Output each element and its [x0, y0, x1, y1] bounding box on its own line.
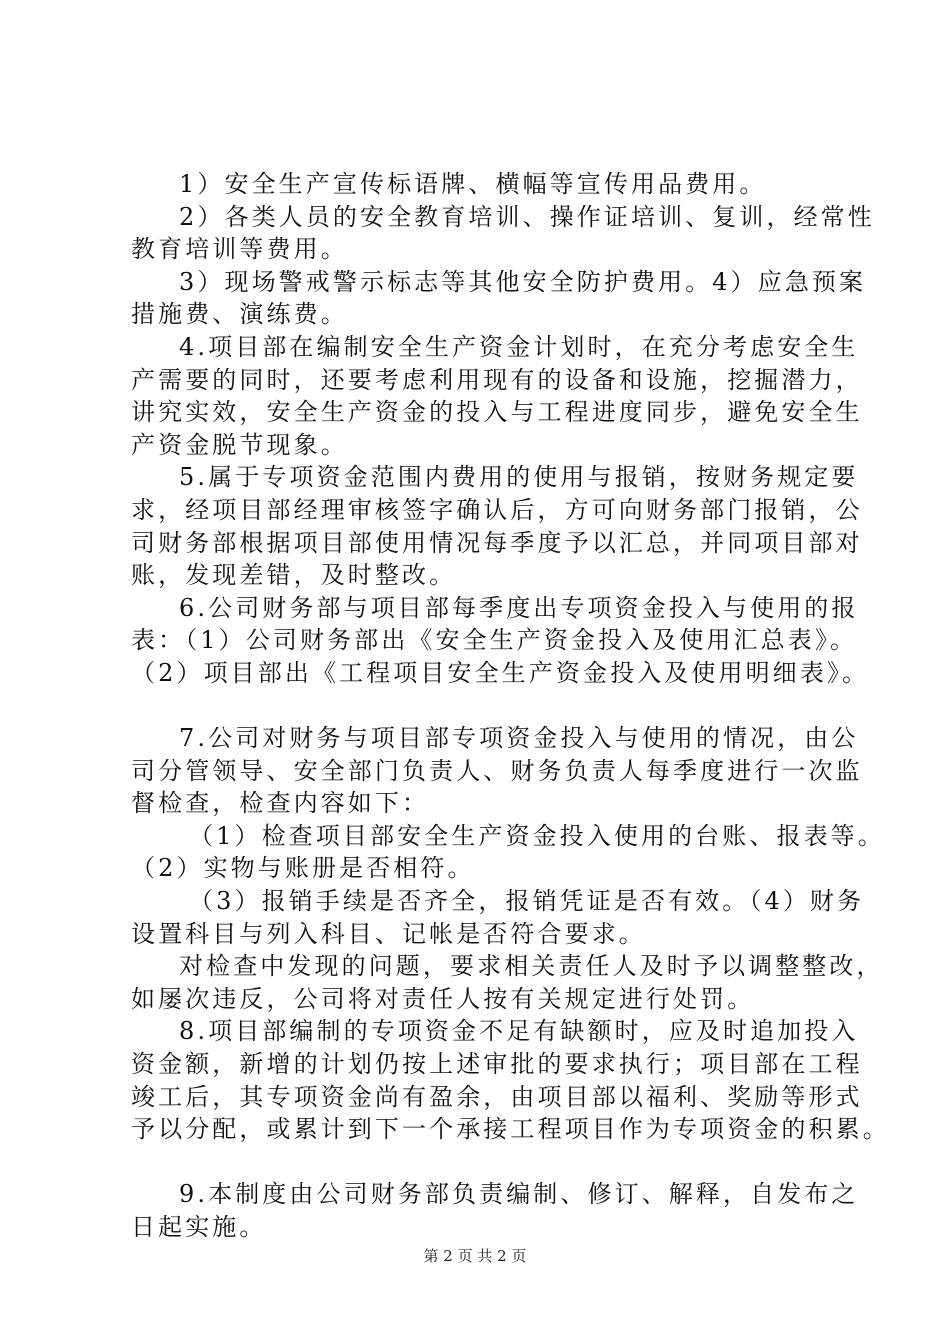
body-line: （3）报销手续是否齐全，报销凭证是否有效。（4）财务	[189, 887, 865, 916]
body-line: 1）安全生产宣传标语牌、横幅等宣传用品费用。	[179, 170, 767, 198]
body-line: 产需要的同时，还要考虑利用现有的设备和设施，挖掘潜力，	[131, 365, 863, 394]
body-line: 2）各类人员的安全教育培训、操作证培训、复训，经常性	[179, 202, 875, 231]
document-body	[131, 168, 890, 1244]
body-line: 产资金脱节现象。	[131, 430, 348, 459]
paragraph-gap	[131, 1146, 831, 1179]
body-line: 予以分配，或累计到下一个承接工程项目作为专项资金的积累。	[131, 1115, 890, 1144]
body-line: 督检查，检查内容如下：	[131, 789, 430, 818]
body-line: （2）项目部出《工程项目安全生产资金投入及使用明细表》。	[131, 658, 870, 687]
body-line: 讲究实效，安全生产资金的投入与工程进度同步，避免安全生	[131, 398, 863, 427]
body-line: 表：（1）公司财务部出《安全生产资金投入及使用汇总表》。	[131, 626, 858, 655]
body-line: 3）现场警戒警示标志等其他安全防护费用。4）应急预案	[179, 267, 867, 296]
body-line: 资金额，新增的计划仍按上述审批的要求执行；项目部在工程	[131, 1050, 863, 1079]
body-line: 教育培训等费用。	[131, 235, 348, 264]
body-line: 竣工后，其专项资金尚有盈余，由项目部以福利、奖励等形式	[131, 1082, 863, 1111]
body-line: 如屡次违反，公司将对责任人按有关规定进行处罚。	[131, 984, 755, 1013]
page-number-footer: 第 2 页 共 2 页	[423, 1247, 527, 1265]
body-line: 6.公司财务部与项目部每季度出专项资金投入与使用的报	[179, 593, 859, 622]
body-line: （1）检查项目部安全生产资金投入使用的台账、报表等。	[189, 821, 885, 850]
body-line: 设置科目与列入科目、记帐是否符合要求。	[131, 919, 646, 948]
body-line: 账，发现差错，及时整改。	[131, 561, 457, 590]
body-line: 5.属于专项资金范围内费用的使用与报销，按财务规定要	[179, 463, 859, 492]
body-line: 措施费、演练费。	[131, 300, 348, 329]
paragraph-gap	[131, 690, 831, 723]
body-line: 对检查中发现的问题，要求相关责任人及时予以调整整改，	[179, 952, 884, 981]
body-line: 求，经项目部经理审核签字确认后，方可向财务部门报销，公	[131, 495, 863, 524]
body-line: （2）实物与账册是否相符。	[131, 854, 475, 883]
body-line: 9.本制度由公司财务部负责编制、修订、解释，自发布之	[179, 1180, 859, 1209]
body-line: 司分管领导、安全部门负责人、财务负责人每季度进行一次监	[131, 756, 863, 785]
body-line: 7.公司对财务与项目部专项资金投入与使用的情况，由公	[179, 724, 859, 753]
body-line: 日起实施。	[131, 1213, 267, 1241]
body-line: 8.项目部编制的专项资金不足有缺额时，应及时追加投入	[179, 1017, 859, 1046]
body-line: 司财务部根据项目部使用情况每季度予以汇总，并同项目部对	[131, 528, 863, 557]
body-line: 4.项目部在编制安全生产资金计划时，在充分考虑安全生	[179, 332, 859, 361]
